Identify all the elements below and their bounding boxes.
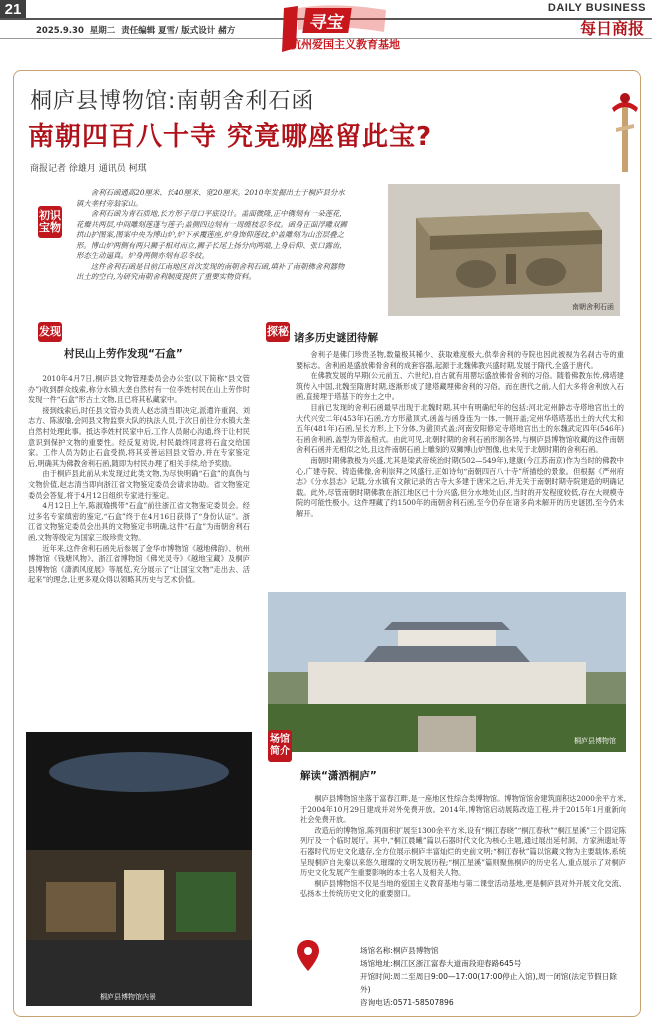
issue-weekday: 星期二 — [89, 26, 116, 36]
photo3-caption: 桐庐县博物馆内景 — [100, 993, 156, 1001]
section2-paragraph: 目前已发现的舍利石函最早出现于北魏时期,其中有明确纪年的包括:河北定州静志寺塔地宫出土的大代兴安二年(453年)石函,方方形盝顶式,函盖与函身连为一体,一侧开盖;定州华塔塔基出土的大代太和五年(481年)石函,呈长方形,上下分体,为盝顶式盖;河南安阳修定寺塔地宫出土的东魏武定四年(546年)石函舍利函,盖型为带盖棺式。由此可见,北朝时期的舍利石函形制各异,与桐庐县博物馆收藏的这件南朝舍利石函并无相似之处,且这件南朝石函上雕刻的双狮博山炉图像,也未见于北朝时期的舍利石函。 — [296, 402, 624, 455]
tag-discovery: 发现 — [38, 322, 62, 342]
visit-phone: 咨询电话:0571-58507896 — [360, 998, 454, 1007]
article-byline: 商报记者 徐雄月 通讯员 柯琪 — [30, 164, 147, 174]
section2-paragraph: 舍利子是佛门珍贵圣物,数量极其稀少、获取难度极大,供奉舍利的寺院也因此被视为名刹古寺的重要标志。舍利函是盛放佛骨舍利的成套容器,起源于北魏佛教兴盛时期,发展于隋代,全盛于唐代。 — [296, 350, 624, 370]
photo1-caption: 南朝舍利石函 — [572, 303, 614, 311]
photo-museum-interior — [26, 732, 252, 1006]
section1-paragraph: 4月12日上午,陈淑瑜携带“石盒”前往浙江省文物鉴定委员会。经过多名专家缜密的鉴定,“石盒”终于在4月16日获得了“身份认证”。浙江省文物鉴定委员会出具的文物鉴定书明确,这件“石盒”为南朝舍利石函,文物等级定为国家三级珍贵文物。 — [28, 501, 250, 542]
stone-casket-image-icon — [388, 184, 620, 316]
designer-credit: 版式设计 赭方 — [181, 26, 236, 36]
photo2-caption: 桐庐县博物馆 — [574, 737, 616, 745]
section1-paragraph: 2010年4月7日,桐庐县文物管理委员会办公室(以下简称“县文管办”)收到群众线索,称分水镇大垄自然村有一位李姓村民在山上劳作时发现一件“石盒”形古土文物,且已将其私藏家中。 — [28, 374, 250, 405]
section3-paragraph: 桐庐县博物馆不仅是当地的爱国主义教育基地与第二课堂活动基地,更是桐庐县对外开展文化交流、弘扬本土传统历史文化的重要窗口。 — [300, 878, 626, 899]
section1-paragraph: 接到线索后,时任县文管办负责人赵志清当即决定,派遣许重润、刘志方、陈淑瑜,会同县文物监察大队的执法人员,于次日前往分水镇大垄自然村处理此事。抵达李姓村民家中后,工作人员耐心沟通,终于让村民意识到保护文物的重要性。经反复劝说,村民最终同意将石盒交给国家。工作人员为防止石盒受损,将其妥善运回县文管办,并在专家鉴定后,明确其为佛教舍利石函,随即为村民办理了相关手续,给予奖励。 — [28, 405, 250, 468]
intro-paragraph: 舍利石函为青石质地,长方形子母口平底设计。盖面微隆,正中镌刻有一朵莲花,花瓣共两层,中间雕刻莲蓬与莲子;盖侧四边刻有一周缠枝忍冬纹。函身正面浮雕双狮拱山护图案,图案中央为博山炉,炉下承覆莲座,炉身饰仰莲纹,炉盖雕刻为山峦层叠之形。博山炉两侧有两只狮子相对而立,狮子长尾上扬分向两端,上身后仰、张口露齿,形态生动逼真。炉身两侧亦刻有忍冬纹。 — [76, 209, 347, 260]
tag-explore: 探秘 — [266, 322, 290, 342]
visit-address: 场馆地址:桐江区浙江富春大道南段迎春路645号 — [360, 959, 522, 968]
section1-paragraph: 近年来,这件舍利石函先后参展了金华市博物馆《越地佛韵》、杭州博物馆《钱塘风物》、浙江省博物馆《佛光灵寺》《越地宝藏》及桐庐县博物馆《潇洒风度展》等展览,充分展示了“让国宝文物”走出去、活起来”的理念,让更多观众得以领略其历史与艺术价值。 — [28, 543, 250, 585]
museum-building-image-icon — [268, 592, 626, 752]
intro-text — [76, 188, 348, 283]
article-title: 南朝四百八十寺 究竟哪座留此宝? — [28, 122, 433, 152]
museum-interior-image-icon — [26, 732, 252, 1006]
section1-paragraph: 由于桐庐县此前从未发现过此类文物,为尽快明确“石盒”的真伪与文物价值,赵志清当即向浙江省文物鉴定委员会请求协助。省文物鉴定委员会答复,将于4月12日组织专家进行鉴定。 — [28, 469, 250, 500]
section3-body — [300, 794, 626, 916]
tag-venue-intro: 场馆简介 — [268, 730, 292, 762]
intro-paragraph: 舍利石函通高20厘米、长40厘米、宽20厘米。2010年发掘出土于桐庐县分水镇大垄村旁翁家山。 — [76, 188, 345, 208]
paper-logo-en: DAILY BUSINESS — [547, 2, 646, 14]
section1-title: 村民山上劳作发现“石盒” — [64, 348, 183, 360]
dateline: 2025.9.30 星期二 责任编辑 夏雪/ 版式设计 赭方 — [36, 26, 236, 36]
section3-paragraph: 桐庐县博物馆坐落于富春江畔,是一座地区性综合类博物馆。博物馆馆舍建筑面积达2000余平方米,于2004年10月29日建成并对外免费开放。2014年,博物馆启动展陈改造工程,并于2015年1月重新向社会免费开放。 — [300, 794, 626, 825]
photo-museum-building — [268, 592, 626, 752]
section2-body — [296, 350, 624, 600]
visit-name: 场馆名称:桐庐县博物馆 — [360, 946, 439, 955]
section3-paragraph: 改造后的博物馆,陈列面积扩展至1300余平方米,设有“桐江春晓”“桐江春秋”“桐江星溪”三个固定陈列厅及一个临时展厅。其中,“桐江晨曦”篇以石器时代文化为核心主题,通过展出延村洞、方家洲遗址等石器时代历史文化遗存,全方位展示桐庐丰富灿烂的史前文明;“桐江春秋”篇以馆藏文物为主要载体,系统呈现桐庐自先秦以来悠久璀璨的文明发展历程;“桐江星溪”篇则聚焦桐庐的历史名人,重点展示了对桐庐历史文化发展产生重要影响的本土名人及相关人物。 — [300, 825, 626, 878]
location-pin-icon — [296, 940, 320, 972]
banner-sub: 杭州爱国主义教育基地 — [290, 38, 400, 51]
section2-paragraph: 在佛教发展的早期(公元前五、六世纪),自古就有用罂坛盛放佛骨舍利的习俗。随着佛教东传,佛塔建筑传入中国,北魏至隋唐时期,逐渐形成了建塔藏埋佛舍利的习俗。而在唐代之前,人们大多将舍利放入石函,直接埋于塔基下的夯土之中。 — [296, 371, 624, 402]
section3-title: 解读“潇洒桐庐” — [300, 770, 377, 782]
article-kicker: 桐庐县博物馆:南朝舍利石函 — [30, 89, 315, 114]
banner-main: 寻宝 — [302, 8, 352, 33]
visit-info — [360, 944, 622, 1009]
huabiao-pillar-icon — [612, 88, 638, 174]
page-number: 21 — [0, 0, 26, 20]
tag-intro: 初识宝物 — [38, 206, 62, 238]
photo-stone-casket — [388, 184, 620, 316]
section2-paragraph: 南朝时期佛教极为兴盛,尤其是梁武帝统治时期(502—549年),建康(今江苏南京)作为当时的佛教中心,广建寺院、铸造佛像,舍利崇拜之风盛行,正如诗句“南朝四百八十寺”所描绘的景象。但根据《严州府志》《分水县志》记载,分水镇有文献记录的古寺大多建于唐宋之后,并无关于南朝时期寺院建造的明确记载。此外,尽管南朝时期佛教在浙江地区已十分兴盛,但分水地处山区,当时的开发程度较低,存在大规模寺院的可能性极小。这件埋藏了约1500年的南朝舍利石函,至今仍存在诸多尚未解开的历史谜团,至今仍未解开。 — [296, 455, 624, 518]
paper-logo-cn: 每日商报 — [579, 19, 644, 38]
visit-hours: 开馆时间:周二至周日9:00—17:00(17:00停止入馆),周一闭馆(法定节假日除外) — [360, 972, 617, 994]
issue-date: 2025.9.30 — [36, 26, 84, 36]
intro-paragraph: 这件舍利石函是目前江南地区首次发现的南朝舍利石函,填补了南朝佛舍利器物出土的空白,为研究南朝舍利制度提供了重要实物资料。 — [76, 261, 345, 281]
section-banner — [276, 4, 434, 54]
section1-body — [28, 374, 250, 726]
section2-title: 诸多历史谜团待解 — [294, 332, 378, 344]
editor-credit: 责任编辑 夏雪 — [121, 26, 176, 36]
